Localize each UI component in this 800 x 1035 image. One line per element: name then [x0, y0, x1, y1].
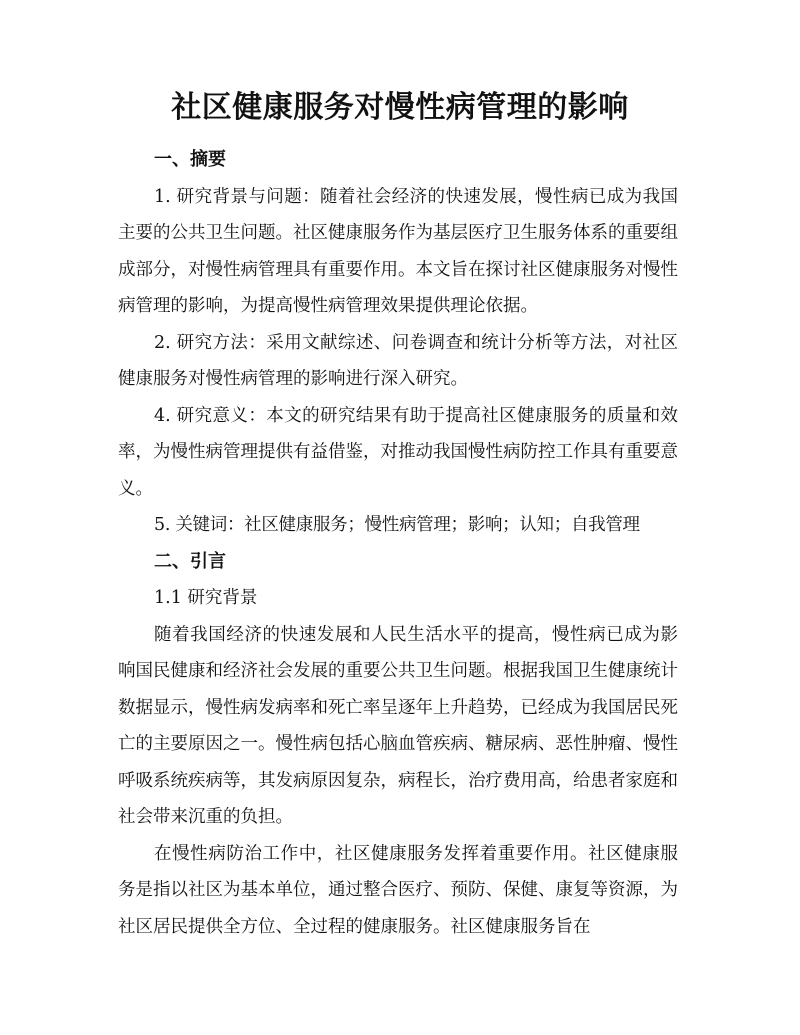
- intro-paragraph-1: 随着我国经济的快速发展和人民生活水平的提高，慢性病已成为影响国民健康和经济社会发展的重要公共卫生问题。根据我国卫生健康统计数据显示，慢性病发病率和死亡率呈逐年上升趋势，已经成为我国居民死亡的主要原因之一。慢性病包括心脑血管疾病、糖尿病、恶性肿瘤、慢性呼吸系统疾病等，其发病原因复杂，病程长，治疗费用高，给患者家庭和社会带来沉重的负担。: [118, 624, 678, 827]
- section-heading-abstract: 一、摘要: [154, 149, 226, 170]
- intro-paragraph-2: 在慢性病防治工作中，社区健康服务发挥着重要作用。社区健康服务是指以社区为基本单位，通过整合医疗、预防、保健、康复等资源，为社区居民提供全方位、全过程的健康服务。社区健康服务旨在: [118, 843, 678, 937]
- section-heading-introduction: 二、引言: [154, 550, 226, 572]
- abstract-item-method: 2. 研究方法：采用文献综述、问卷调查和统计分析等方法，对社区健康服务对慢性病管理的影响进行深入研究。: [118, 332, 678, 389]
- document-body: [118, 142, 678, 945]
- abstract-item-keywords: 5. 关键词：社区健康服务；慢性病管理；影响；认知；自我管理: [154, 515, 640, 535]
- abstract-item-significance: 4. 研究意义：本文的研究结果有助于提高社区健康服务的质量和效率，为慢性病管理提供有益借鉴，对推动我国慢性病防控工作具有重要意义。: [118, 405, 678, 499]
- document-title: 社区健康服务对慢性病管理的影响: [171, 90, 629, 125]
- subsection-heading-background: 1.1 研究背景: [154, 588, 258, 608]
- abstract-item-background: 1. 研究背景与问题：随着社会经济的快速发展，慢性病已成为我国主要的公共卫生问题。社区健康服务作为基层医疗卫生服务体系的重要组成部分，对慢性病管理具有重要作用。本文旨在探讨社区健康服务对慢性病管理的影响，为提高慢性病管理效果提供理论依据。: [118, 186, 678, 316]
